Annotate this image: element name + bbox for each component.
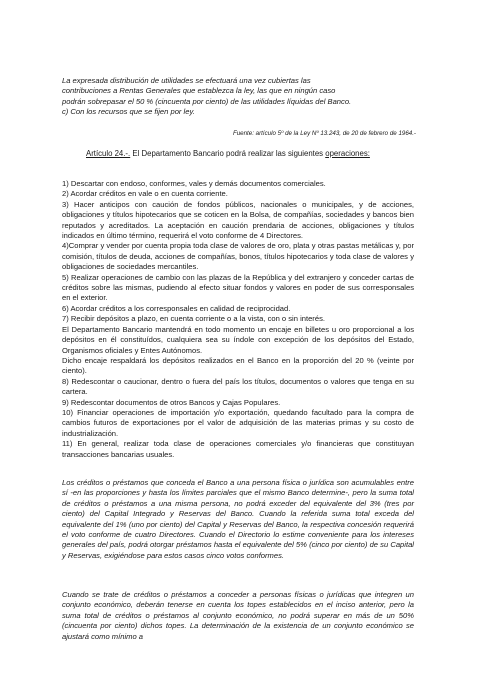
intro-line: La expresada distribución de utilidades se efectuará una vez cubiertas las <box>62 76 311 85</box>
article-operations-label: operaciones: <box>325 149 370 158</box>
source-footnote: Fuente: artículo 5º de la Ley Nº 13.243, de 20 de febrero de 1964.- <box>232 130 416 137</box>
list-item: 9) Redescontar documentos de otros Bancos y Cajas Populares. <box>62 397 281 407</box>
intro-line: podrán sobrepasar el 50 % (cincuenta por ciento) de las utilidades líquidas del Banco. <box>62 96 352 106</box>
list-item: 7) Recibir depósitos a plazo, en cuenta corriente o a la vista, con o sin interés. <box>62 314 325 324</box>
list-item: 6) Acordar créditos a los corresponsales en calidad de reciprocidad. <box>62 303 291 313</box>
list-item: Dicho encaje respaldará los depósitos realizados en el Banco en la proporción del 20 % (veinte por ciento). <box>62 355 414 376</box>
article-number: Artículo 24.-. <box>86 149 131 158</box>
article-intro: El Departamento Bancario podrá realizar las siguientes <box>132 149 324 158</box>
list-item: 11) En general, realizar toda clase de operaciones comerciales y/o financieras que constituyan transacciones bancarias usuales. <box>62 439 414 459</box>
economic-group-paragraph: Cuando se trate de créditos o préstamos a conceder a personas físicas o jurídicas que integren un conjunto económico, deberán tenerse en cuenta los topes establecidos en el inciso anterior, pero la suma total de créditos o préstamos al conjunto económico, no podrá superar en más de un 50% (cincuenta por ciento) dichos topes. La determinación de la existencia de un conjunto económico se ajustará como mínimo a <box>62 590 414 641</box>
intro-line: c) Con los recursos que se fijen por ley. <box>62 107 195 117</box>
intro-paragraph <box>62 76 414 118</box>
list-item: 8) Redescontar o caucionar, dentro o fuera del país los títulos, documentos o valores que tenga en su cartera. <box>62 376 414 397</box>
list-item: 4)Comprar y vender por cuenta propia toda clase de valores de oro, plata y otras pastas metálicas y, por comisión, títulos de deuda, acciones de compañías, bonos, títulos hipotecarios y toda clase de valores y obligaciones de sociedades mercantiles. <box>62 241 414 272</box>
list-item: El Departamento Bancario mantendrá en todo momento un encaje en billetes u oro proporcional a los depósitos en él constituídos, cualquiera sea su índole con excepción de los depósitos del Estado, Organismos oficiales y Entes Autónomos. <box>62 324 414 355</box>
article-heading <box>62 149 414 160</box>
list-item: 5) Realizar operaciones de cambio con las plazas de la República y del extranjero y conceder cartas de créditos sobre las mismas, pudiendo al efecto situar fondos y valores en poder de sus corresponsales en el exterior. <box>62 272 414 303</box>
list-item: 2) Acordar créditos en vale o en cuenta corriente. <box>62 189 228 199</box>
intro-line: contribuciones a Rentas Generales que establezca la ley, las que en ningún caso <box>62 86 336 96</box>
list-item: 3) Hacer anticipos con caución de fondos públicos, nacionales o municipales, y de acciones, obligaciones y títulos hipotecarios que se coticen en la Bolsa, de compañías, sociedades y bancos bien reputados y acreditados. La aceptación en caución prendaria de acciones, obligaciones y títulos indicados en último término, requerirá el voto conforme de 4 Directores. <box>62 199 414 241</box>
list-item: 10) Financiar operaciones de importación y/o exportación, quedando facultado para la compra de cambios futuros de exportaciones por el valor de adquisición de las materias primas y su costo de industrialización. <box>62 407 414 438</box>
credit-limits-paragraph: Los créditos o préstamos que conceda el Banco a una persona física o jurídica son acumulables entre sí -en las proporciones y hasta los límites parciales que el mismo Banco determine-, pero la suma total de créditos o préstamos a una misma persona, no podrá exceder del equivalente del 3% (tres por ciento) del Capital Integrado y Reservas del Banco. Cuando la referida suma total exceda del equivalente del 1% (uno por ciento) del Capital y Reservas del Banco, la respectiva concesión requerirá el voto conforme de cuatro Directores. Cuando el Directorio lo estime conveniente para los intereses generales del país, podrá otorgar préstamos hasta el equivalente del 5% (cinco por ciento) de su Capital y Reservas, exigiéndose para estos casos cinco votos conformes. <box>62 478 414 560</box>
operations-list <box>62 179 414 460</box>
list-item: 1) Descartar con endoso, conformes, vales y demás documentos comerciales. <box>62 179 326 188</box>
